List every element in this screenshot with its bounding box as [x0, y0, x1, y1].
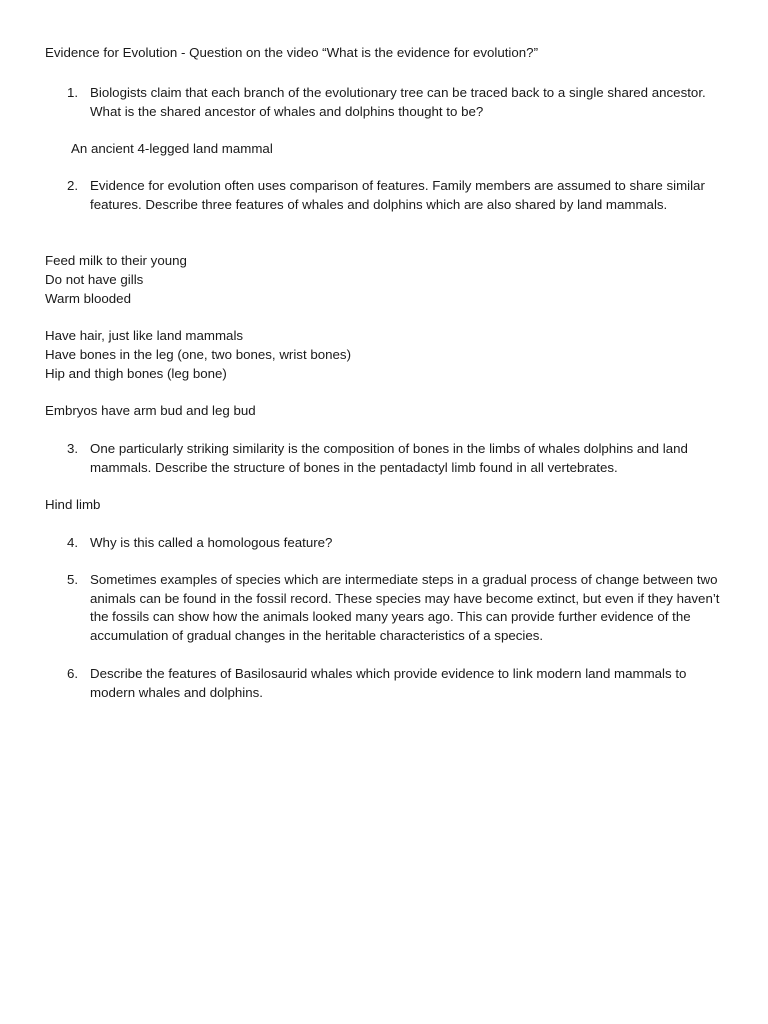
- question-text: Why is this called a homologous feature?: [90, 535, 333, 550]
- question-6: [67, 665, 727, 702]
- question-number: 3.: [67, 441, 79, 456]
- answer-line: Feed milk to their young: [45, 253, 187, 268]
- answer-line: Have bones in the leg (one, two bones, wrist bones): [45, 347, 352, 362]
- question-text: Describe the features of Basilosaurid whales which provide evidence to link modern land mammals to modern whales and dolphins.: [90, 666, 687, 700]
- question-4: [67, 534, 727, 553]
- answer-1: An ancient 4-legged land mammal: [71, 141, 273, 156]
- question-number: 4.: [67, 535, 79, 550]
- answer-line: Warm blooded: [45, 291, 131, 306]
- question-text: Biologists claim that each branch of the evolutionary tree can be traced back to a single shared ancestor. What is the shared ancestor of whales and dolphins thought to be?: [90, 85, 706, 119]
- question-2: [67, 177, 727, 214]
- question-1: [67, 84, 727, 121]
- question-3: [67, 440, 727, 477]
- question-number: 5.: [67, 572, 79, 587]
- question-5: [67, 571, 727, 646]
- question-text: Evidence for evolution often uses comparison of features. Family members are assumed to share similar features. Describe three features of whales and dolphins which are also shared by land mammals.: [90, 178, 705, 212]
- question-number: 2.: [67, 178, 79, 193]
- question-number: 6.: [67, 666, 79, 681]
- question-number: 1.: [67, 85, 79, 100]
- document-title: Evidence for Evolution - Question on the video “What is the evidence for evolution?”: [45, 45, 538, 60]
- answer-line: Hip and thigh bones (leg bone): [45, 366, 227, 381]
- answer-line: Embryos have arm bud and leg bud: [45, 403, 256, 418]
- question-text: Sometimes examples of species which are intermediate steps in a gradual process of change between two animals can be found in the fossil record. These species may have become extinct, but even if they haven’t the fossils can show how the animals looked many years ago. This can provide further evidence of the accumulation of gradual changes in the heritable characteristics of a species.: [90, 572, 720, 644]
- answer-line: Have hair, just like land mammals: [45, 328, 244, 343]
- answer-3: Hind limb: [45, 497, 101, 512]
- answer-line: Do not have gills: [45, 272, 144, 287]
- question-text: One particularly striking similarity is the composition of bones in the limbs of whales dolphins and land mammals. Describe the structure of bones in the pentadactyl limb found in all vertebrates.: [90, 441, 688, 475]
